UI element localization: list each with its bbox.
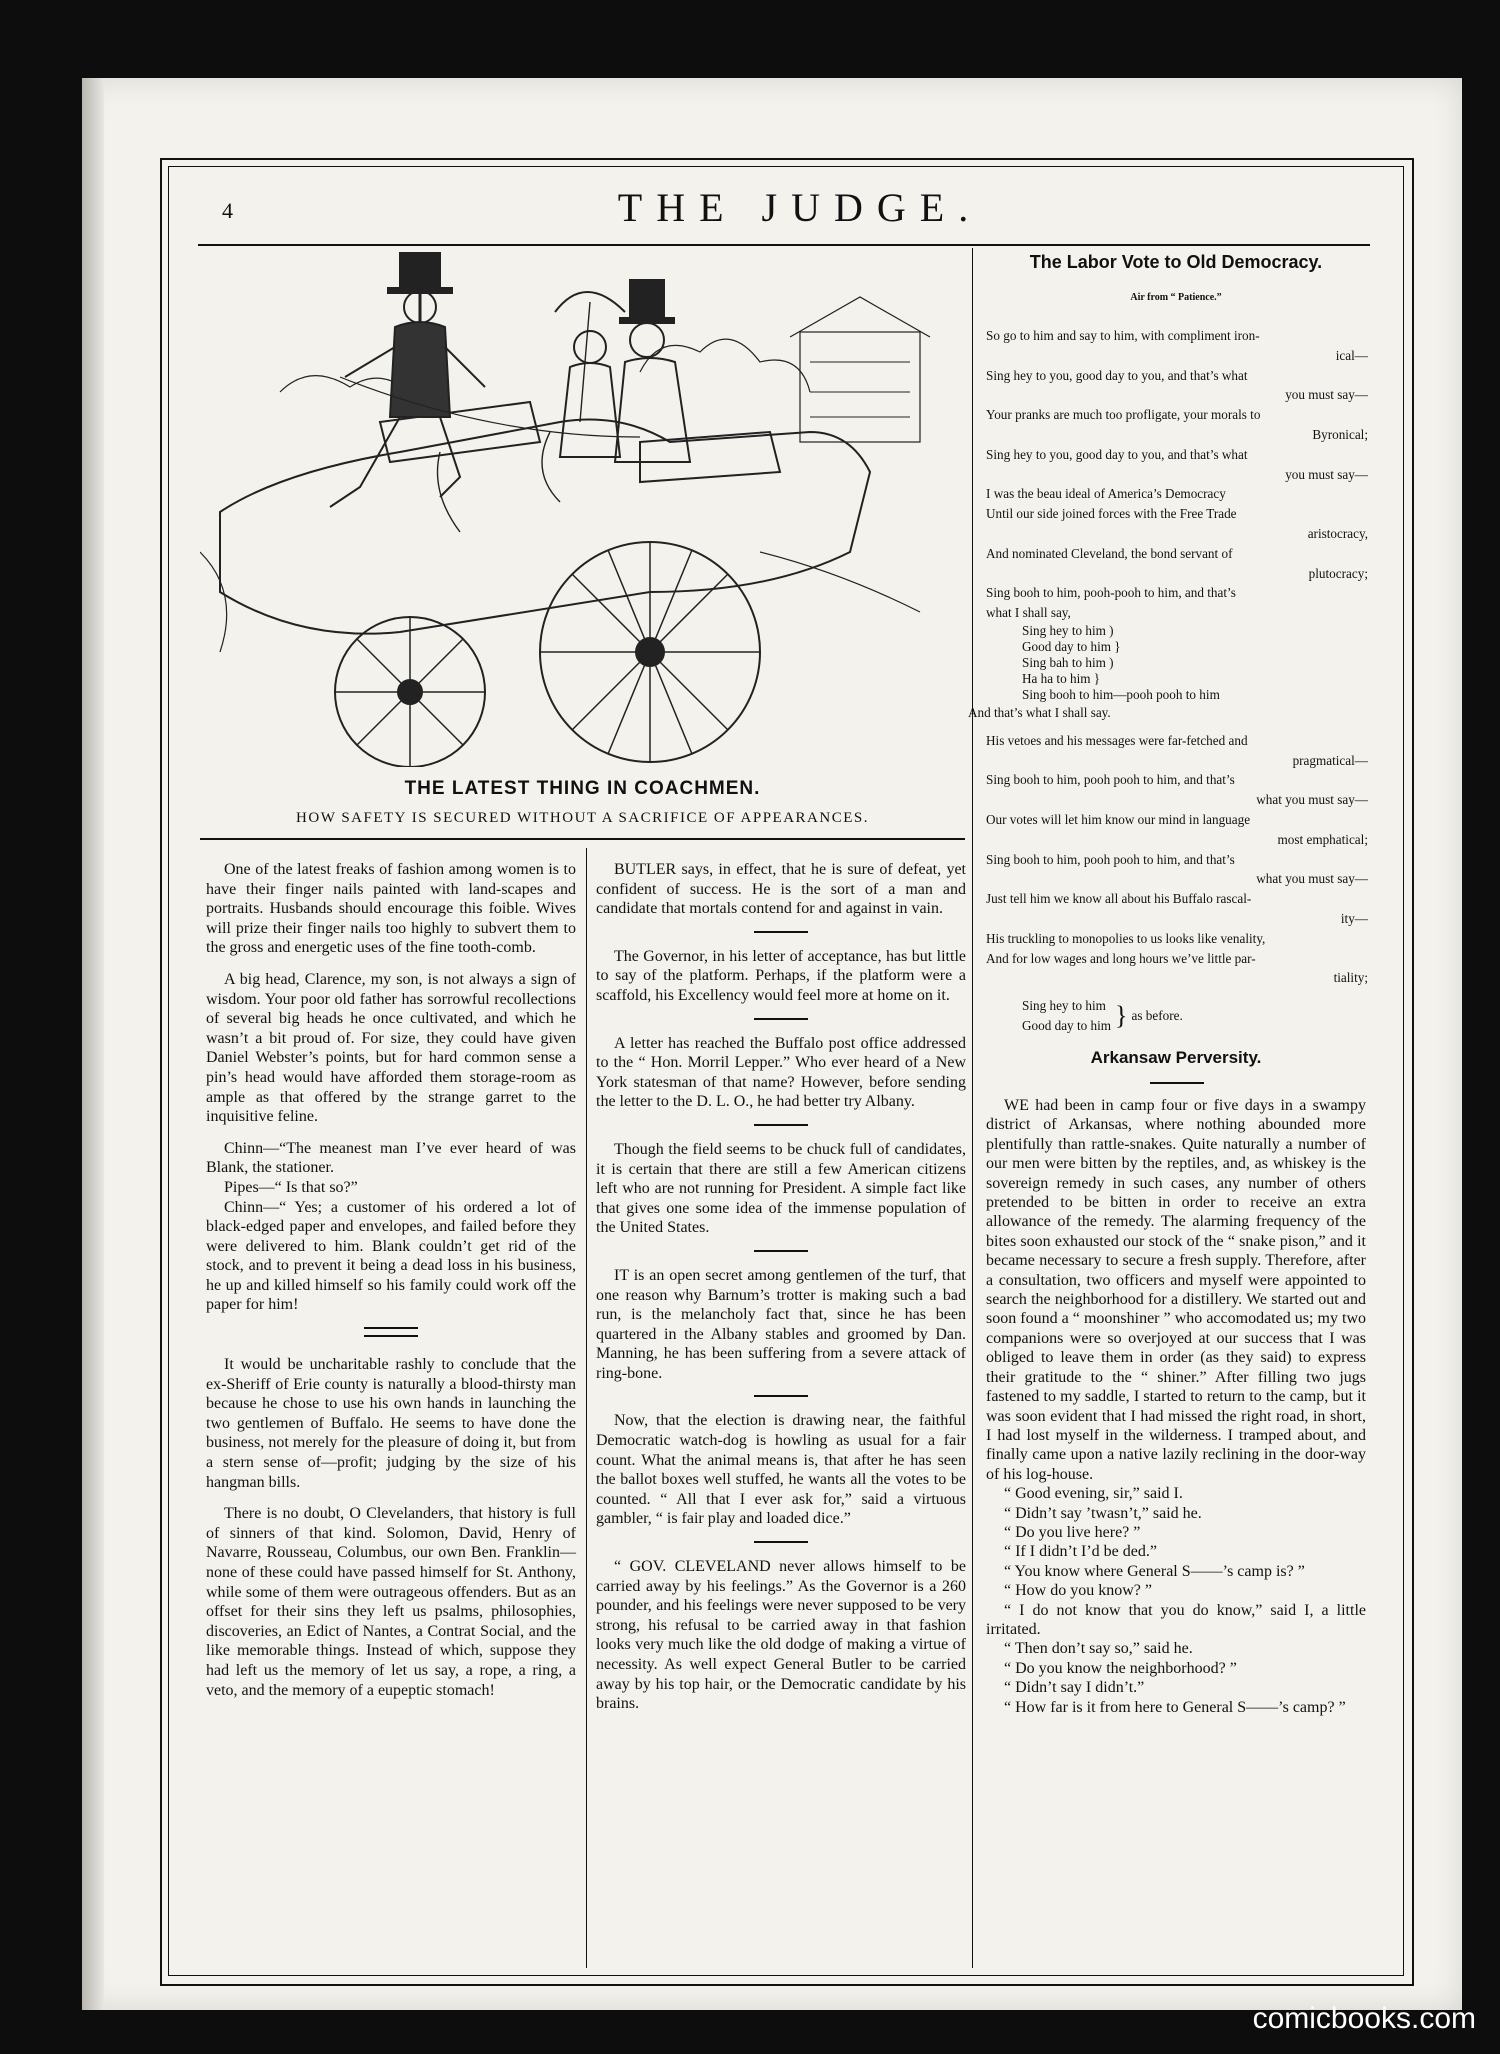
poem-line-wrap: tiality; bbox=[1333, 970, 1368, 986]
poem-line-wrap: what you must say— bbox=[1256, 871, 1368, 887]
poem-line-wrap: you must say— bbox=[1285, 466, 1368, 482]
chorus-line: Good day to him } bbox=[1022, 638, 1121, 654]
chorus-line: Ha ha to him } bbox=[1022, 670, 1101, 686]
poem-line-wrap: you must say— bbox=[1285, 387, 1368, 403]
paragraph: Now, that the election is drawing near, the faithful Democratic watch-dog is howling as usual for a fair count. What the animal means is, that after he has seen the ballot boxes well stuffed, he wants all the votes to be counted. “ All that I ever ask for,” said a virtuous gambler, “ is fair play and loaded dice.” bbox=[596, 1412, 966, 1528]
poem-line-wrap: ity— bbox=[1340, 910, 1368, 926]
paragraph: “ How far is it from here to General S——’s camp? ” bbox=[1004, 1698, 1346, 1716]
paragraph: “ Do you live here? ” bbox=[1004, 1523, 1141, 1541]
column-divider bbox=[972, 248, 973, 1968]
cartoon-rule bbox=[200, 838, 965, 840]
poem-line: His truckling to monopolies to us looks like venality, bbox=[986, 930, 1266, 946]
separator bbox=[754, 1250, 808, 1252]
poem-line-wrap: aristocracy, bbox=[1307, 525, 1368, 541]
poem-line: Sing booh to him, pooh pooh to him, and that’s bbox=[986, 851, 1235, 867]
arkansaw-title: Arkansaw Perversity. bbox=[1090, 1048, 1262, 1067]
poem-line: Sing booh to him, pooh-pooh to him, and that’s bbox=[986, 585, 1236, 601]
paragraph: It would be uncharitable rashly to conclude that the ex-Sheriff of Erie county is naturally a blood-thirsty man because he chose to use his own hands in launching the two gentlemen of Buffalo. He seems to have done the business, not merely for the pleasure of doing it, but from a stern sense of—profit; judging by the size of his hangman bills. bbox=[206, 1356, 576, 1491]
cartoon-subtitle: HOW SAFETY IS SECURED WITHOUT A SACRIFICE OF APPEARANCES. bbox=[296, 810, 869, 826]
paragraph: Though the field seems to be chuck full of candidates, it is certain that there are still a few American citizens left who are not running for President. A simple fact like that gives one some idea of the immense population of the United States. bbox=[596, 1140, 966, 1237]
poem-line: His vetoes and his messages were far-fetched and bbox=[986, 732, 1248, 748]
separator bbox=[1150, 1082, 1204, 1084]
separator bbox=[754, 1124, 808, 1126]
paragraph: There is no doubt, O Clevelanders, that history is full of sinners of that kind. Solomon, David, Henry of Navarre, Rousseau, Columbus, our own Ben. Franklin—none of these could have passed himself for St. Anthony, while some of them were outrageous offenders. But as an offset for their sins they left us psalms, philosophies, discoveries, an Edict of Nantes, a Contrat Social, and the like memorable things. Instead of which, suppose they had left us the memory of let us say, a rope, a ring, a veto, and the memory of a eupeptic stomach! bbox=[206, 1505, 576, 1699]
poem-line: Until our side joined forces with the Free Trade bbox=[986, 506, 1237, 522]
poem-title: The Labor Vote to Old Democracy. bbox=[1029, 252, 1323, 272]
separator bbox=[754, 1395, 808, 1397]
paragraph: WE had been in camp four or five days in a swampy district of Arkansas, where nothing abounded more plentifully than rattle-snakes. Quite naturally a number of our men were bitten by the reptiles, and, as whiskey is the sovereign remedy in such cases, any number of others pretended to be bitten in order to receive an extra allowance of the remedy. The alarming frequency of the bites soon exhausted our stock of the “ snake pison,” and it became necessary to secure a fresh supply. Therefore, after a consultation, two officers and myself were appointed to search the neighborhood for a distillery. We started out and soon found a “ moonshiner ” who accomodated us; my two companions were so overjoyed at our success that I was obliged to leave them in order (as they said) to express their gratitude to the “ shiner.” After filling two jugs fastened to my saddle, I started to return to the camp, but it was soon evident that I had missed the right road, in short, I had lost myself in the wilderness. I tramped about, and finally came upon a native lazily reclining in the door-way of his log-house. bbox=[986, 1097, 1366, 1483]
paragraph: “ GOV. CLEVELAND never allows himself to be carried away by his feelings.” As the Governor is a 260 pounder, and his feelings were never supposed to be very strong, his refusal to be carried away in that fashion looks very much like the old dodge of making a virtue of necessity. As well expect General Butler to be carried away by his top hair, or the Democratic candidate by his brains. bbox=[596, 1558, 966, 1713]
paragraph: One of the latest freaks of fashion among women is to have their finger nails painted with land-scapes and portraits. Husbands should encourage this foible. Wives will prize their finger nails too highly to subvert them to the gross and energetic uses of the fine tooth-comb. bbox=[206, 861, 576, 957]
poem-line: So go to him and say to him, with compliment iron- bbox=[986, 328, 1260, 343]
watermark: comicbooks.com bbox=[1252, 2002, 1476, 2035]
paragraph: Chinn—“The meanest man I’ve ever heard of was Blank, the stationer. bbox=[206, 1139, 576, 1177]
poem-air: Air from “ Patience.” bbox=[1130, 292, 1222, 303]
chorus-line: Sing booh to him—pooh pooh to him bbox=[1022, 686, 1220, 702]
poem-line: Good day to him bbox=[1022, 1017, 1112, 1033]
poem-line: what I shall say, bbox=[986, 605, 1071, 621]
poem-line: Our votes will let him know our mind in language bbox=[986, 811, 1251, 827]
paragraph: “ Then don’t say so,” said he. bbox=[1004, 1640, 1193, 1658]
paragraph: “ You know where General S——’s camp is? ” bbox=[1004, 1562, 1305, 1580]
paragraph: “ How do you know? ” bbox=[1004, 1582, 1152, 1600]
column-2 bbox=[596, 860, 966, 1726]
paragraph: A big head, Clarence, my son, is not always a sign of wisdom. Your poor old father has sorrowful recollections of several big heads he once cultivated, and which he wasn’t a bit proud of. For size, they could have given Daniel Webster’s points, but for hard common sense a pin’s head would have afforded them storage-room as ample as that offered by the strange garret to the inquisitive feline. bbox=[206, 970, 576, 1126]
chorus-line: Sing hey to him ) bbox=[1022, 622, 1114, 638]
poem-line: I was the beau ideal of America’s Democracy bbox=[986, 486, 1226, 502]
paragraph: IT is an open secret among gentlemen of the turf, that one reason why Barnum’s trotter is making such a bad run, is the melancholy fact that, since he has been quartered in the Albany stables and groomed by Dan. Manning, he has been suffering from a severe attack of ring-bone. bbox=[596, 1266, 966, 1382]
poem-line: Sing booh to him, pooh pooh to him, and that’s bbox=[986, 772, 1235, 788]
poem-line-wrap: ical— bbox=[1335, 347, 1368, 363]
poem-line: Just tell him we know all about his Buffalo rascal- bbox=[986, 891, 1252, 907]
poem-line: And for low wages and long hours we’ve little par- bbox=[986, 950, 1256, 966]
chorus-line: Sing bah to him ) bbox=[1022, 654, 1114, 670]
paragraph: “ Good evening, sir,” said I. bbox=[1004, 1485, 1183, 1503]
paragraph: “ Do you know the neighborhood? ” bbox=[1004, 1659, 1237, 1677]
poem-line: as before. bbox=[1131, 1008, 1183, 1023]
page-number: 4 bbox=[222, 198, 233, 223]
poem-line: And that’s what I shall say. bbox=[968, 704, 1111, 720]
paragraph: BUTLER says, in effect, that he is sure of defeat, yet confident of success. He is the sort of a man and candidate that mortals contend for and against in vain. bbox=[596, 861, 966, 918]
arkansaw-story bbox=[986, 1096, 1366, 1717]
paragraph: “ If I didn’t I’d be ded.” bbox=[1004, 1543, 1157, 1561]
poem-line-wrap: plutocracy; bbox=[1308, 565, 1368, 581]
poem-line: Sing hey to him bbox=[1022, 998, 1106, 1014]
poem-line-wrap: Byronical; bbox=[1312, 426, 1368, 442]
poem-line-wrap: what you must say— bbox=[1256, 792, 1368, 808]
paragraph: Pipes—“ Is that so?” bbox=[224, 1178, 358, 1196]
paragraph: A letter has reached the Buffalo post office addressed to the “ Hon. Morril Lepper.” Who ever heard of a New York statesman of that name? However, before sending the letter to the D. L. O., he had better try Albany. bbox=[596, 1034, 966, 1111]
cartoon-illustration bbox=[200, 252, 965, 767]
paragraph: “ Didn’t say ’twasn’t,” said he. bbox=[1004, 1504, 1202, 1522]
masthead-rule bbox=[198, 244, 1370, 246]
cartoon-title: THE LATEST THING IN COACHMEN. bbox=[404, 778, 761, 799]
column-divider bbox=[586, 848, 587, 1968]
poem-final: Sing hey to him Good day to him } as before. bbox=[986, 996, 1368, 1036]
poem-line-wrap: most emphatical; bbox=[1277, 831, 1368, 847]
poem-line: Sing hey to you, good day to you, and that’s what bbox=[986, 446, 1248, 462]
poem-line: And nominated Cleveland, the bond servant of bbox=[986, 545, 1233, 561]
poem-line-wrap: pragmatical— bbox=[1292, 752, 1368, 768]
poem-line: Your pranks are much too profligate, your morals to bbox=[986, 407, 1261, 423]
poem-line: Sing hey to you, good day to you, and that’s what bbox=[986, 367, 1248, 383]
paragraph: The Governor, in his letter of acceptance, has but little to say of the platform. Perhaps, if the platform were a scaffold, his Excellency would feel more at home on it. bbox=[596, 947, 966, 1004]
poem bbox=[968, 326, 1368, 1036]
paragraph: “ Didn’t say I didn’t.” bbox=[1004, 1679, 1145, 1697]
masthead: THE JUDGE. bbox=[617, 185, 983, 230]
separator bbox=[754, 1541, 808, 1543]
separator bbox=[754, 1018, 808, 1020]
section-separator bbox=[364, 1327, 418, 1337]
separator bbox=[754, 931, 808, 933]
column-1 bbox=[206, 860, 576, 1712]
page-spine bbox=[82, 78, 104, 2010]
paragraph: “ I do not know that you do know,” said I, a little irritated. bbox=[986, 1601, 1366, 1638]
paragraph: Chinn—“ Yes; a customer of his ordered a lot of black-edged paper and envelopes, and failed before they were delivered to him. Blank couldn’t get rid of the stock, and to prevent it being a dead loss in his business, he up and killed himself so his family could work off the paper for him! bbox=[206, 1198, 576, 1314]
